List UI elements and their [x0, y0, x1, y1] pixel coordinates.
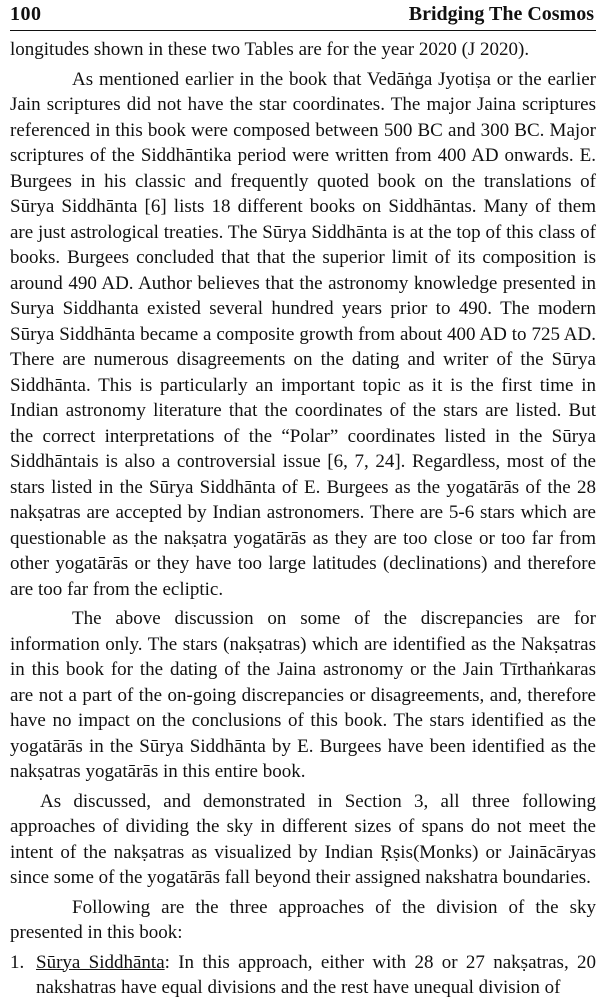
- paragraph-list-intro: Following are the three approaches of the division of the sky presented in this book:: [10, 896, 596, 943]
- page-number: 100: [10, 3, 42, 25]
- paragraph-star-coordinates: As mentioned earlier in the book that Vedāṅga Jyotiṣa or the earlier Jain scriptures did not have the star coordinates. The major Jaina scriptures referenced in this book were composed between 500 BC and 300 BC. Major scriptures of the Siddhāntika period were written from 400 AD onwards. E. Burgees in his classic and frequently quoted book on the translations of Sūrya Siddhānta [6] lists 18 different books on Siddhāntas. Many of them are just astrological treaties. The Sūrya Siddhānta is at the top of this class of books. Burgees concluded that that the superior limit of its composition is around 490 AD. Author believes that the astronomy knowledge presented in Surya Siddhanta existed several hundred years prior to 490. The modern Sūrya Siddhānta became a composite growth from about 400 AD to 725 AD. There are numerous disagreements on the dating and writer of the Sūrya Siddhānta. This is particularly an important topic as it is the first time in Indian astronomy literature that the coordinates of the stars are listed. But the correct interpretations of the “Polar” coordinates listed in the Sūrya Siddhāntais is also a controversial issue [6, 7, 24]. Regardless, most of the stars listed in the Sūrya Siddhānta of E. Burgees as the yogatārās of the 28 nakṣatras are accepted by Indian astronomers. There are 5-6 stars which are questionable as the nakṣatra yogatārās as they are too close or too far from other yogatārās or they have too large latitudes (declinations) and therefore are too far from the ecliptic.: [10, 68, 596, 600]
- paragraph-approaches: As discussed, and demonstrated in Section 3, all three following approaches of dividing the sky in different sizes of spans do not meet the intent of the nakṣatras as visualized by Indian Ṛṣis(Monks) or Jainācāryas since some of the yogatārās fall beyond their assigned nakshatra boundaries.: [10, 790, 596, 888]
- list-item-description: : In this approach, either with 28 or 27 nakṣatras, 20 nakshatras have equal divisions and the rest have unequal division of: [36, 951, 596, 998]
- list-item: [10, 950, 596, 1001]
- list-item-term: Sūrya Siddhānta: [36, 951, 165, 973]
- book-title: Bridging The Cosmos: [408, 3, 594, 25]
- body-text: [10, 37, 596, 1001]
- list-item-number: 1.: [10, 951, 25, 973]
- paragraph-continuation: longitudes shown in these two Tables are for the year 2020 (J 2020).: [10, 39, 530, 60]
- list-item-text: [36, 950, 596, 1001]
- approaches-list: [10, 950, 596, 1001]
- book-page: [10, 0, 596, 1002]
- paragraph-discrepancies: The above discussion on some of the discrepancies are for information only. The stars (nakṣatras) which are identified as the Nakṣatras in this book for the dating of the Jaina astronomy or the Jain Tīrthaṅkaras are not a part of the on-going discrepancies or disagreements, and, therefore have no impact on the conclusions of this book. The stars identified as the yogatārās in the Sūrya Siddhānta by E. Burgees have been identified as the nakṣatras yogatārās in this entire book.: [10, 608, 596, 782]
- running-head: [10, 0, 596, 31]
